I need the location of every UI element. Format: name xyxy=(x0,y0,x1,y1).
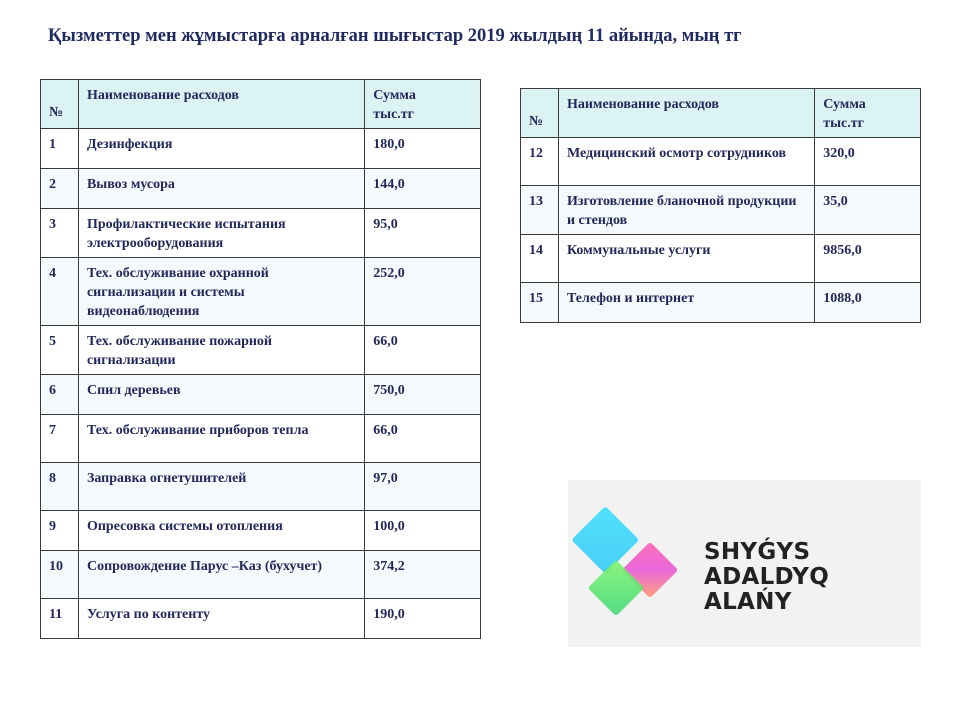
cell-sum: 100,0 xyxy=(365,511,481,551)
cell-name: Спил деревьев xyxy=(78,375,364,415)
table-body xyxy=(521,138,921,323)
header-sum xyxy=(365,80,481,129)
cell-name: Телефон и интернет xyxy=(558,283,814,323)
cell-name: Изготовление бланочной продукции и стендов xyxy=(558,186,814,235)
cell-num: 15 xyxy=(521,283,559,323)
cell-sum: 144,0 xyxy=(365,169,481,209)
header-num: № xyxy=(41,80,79,129)
cell-num: 11 xyxy=(41,599,79,639)
cell-sum: 66,0 xyxy=(365,415,481,463)
cell-sum: 66,0 xyxy=(365,326,481,375)
cell-num: 4 xyxy=(41,258,79,326)
table-row xyxy=(41,415,481,463)
header-sum-line1: Сумма xyxy=(823,97,866,112)
cell-sum: 320,0 xyxy=(815,138,921,186)
cell-num: 13 xyxy=(521,186,559,235)
cell-name: Тех. обслуживание приборов тепла xyxy=(78,415,364,463)
cell-num: 3 xyxy=(41,209,79,258)
cell-sum: 750,0 xyxy=(365,375,481,415)
table-header-row xyxy=(41,80,481,129)
table-row xyxy=(521,235,921,283)
logo xyxy=(568,480,921,647)
header-sum-line2: тыс.тг xyxy=(373,107,415,122)
cell-name: Коммунальные услуги xyxy=(558,235,814,283)
table-row xyxy=(41,511,481,551)
header-name: Наименование расходов xyxy=(558,89,814,138)
cell-num: 7 xyxy=(41,415,79,463)
cell-name: Услуга по контенту xyxy=(78,599,364,639)
cell-sum: 97,0 xyxy=(365,463,481,511)
table-row xyxy=(41,129,481,169)
page-title: Қызметтер мен жұмыстарға арналған шығыстар 2019 жылдың 11 айында, мың тг xyxy=(48,26,742,46)
cell-sum: 190,0 xyxy=(365,599,481,639)
table-row xyxy=(41,169,481,209)
cell-name: Вывоз мусора xyxy=(78,169,364,209)
logo-line2: ADALDYQ ALAŃY xyxy=(704,564,830,615)
cell-num: 14 xyxy=(521,235,559,283)
table-row xyxy=(41,599,481,639)
cell-name: Профилактические испытания электрооборудования xyxy=(78,209,364,258)
expenses-table-right xyxy=(520,88,921,323)
cell-sum: 252,0 xyxy=(365,258,481,326)
cell-name: Опресовка системы отопления xyxy=(78,511,364,551)
table-row xyxy=(41,375,481,415)
table-row xyxy=(41,258,481,326)
table-row xyxy=(521,283,921,323)
cell-name: Дезинфекция xyxy=(78,129,364,169)
table-header-row xyxy=(521,89,921,138)
table-row xyxy=(41,209,481,258)
expenses-table-left xyxy=(40,79,481,639)
table-row xyxy=(521,138,921,186)
table-row xyxy=(41,326,481,375)
cell-name: Медицинский осмотр сотрудников xyxy=(558,138,814,186)
cell-num: 12 xyxy=(521,138,559,186)
cell-num: 1 xyxy=(41,129,79,169)
cell-name: Сопровождение Парус –Каз (бухучет) xyxy=(78,551,364,599)
cell-sum: 35,0 xyxy=(815,186,921,235)
cell-num: 8 xyxy=(41,463,79,511)
cell-name: Тех. обслуживание пожарной сигнализации xyxy=(78,326,364,375)
cell-num: 10 xyxy=(41,551,79,599)
table-row xyxy=(521,186,921,235)
header-sum-line2: тыс.тг xyxy=(823,116,864,131)
cell-sum: 180,0 xyxy=(365,129,481,169)
cell-num: 5 xyxy=(41,326,79,375)
table-body xyxy=(41,129,481,639)
cell-num: 6 xyxy=(41,375,79,415)
logo-wordmark xyxy=(704,540,921,615)
cell-sum: 9856,0 xyxy=(815,235,921,283)
table-row xyxy=(41,551,481,599)
logo-mark-icon xyxy=(568,480,708,647)
header-num: № xyxy=(521,89,559,138)
cell-num: 9 xyxy=(41,511,79,551)
cell-name: Заправка огнетушителей xyxy=(78,463,364,511)
cell-sum: 95,0 xyxy=(365,209,481,258)
cell-sum: 1088,0 xyxy=(815,283,921,323)
cell-name: Тех. обслуживание охранной сигнализации и системы видеонаблюдения xyxy=(78,258,364,326)
header-sum xyxy=(815,89,921,138)
cell-num: 2 xyxy=(41,169,79,209)
header-sum-line1: Сумма xyxy=(373,88,416,103)
table-row xyxy=(41,463,481,511)
cell-sum: 374,2 xyxy=(365,551,481,599)
header-name: Наименование расходов xyxy=(78,80,364,129)
logo-line1: SHYǴYS xyxy=(704,539,811,565)
